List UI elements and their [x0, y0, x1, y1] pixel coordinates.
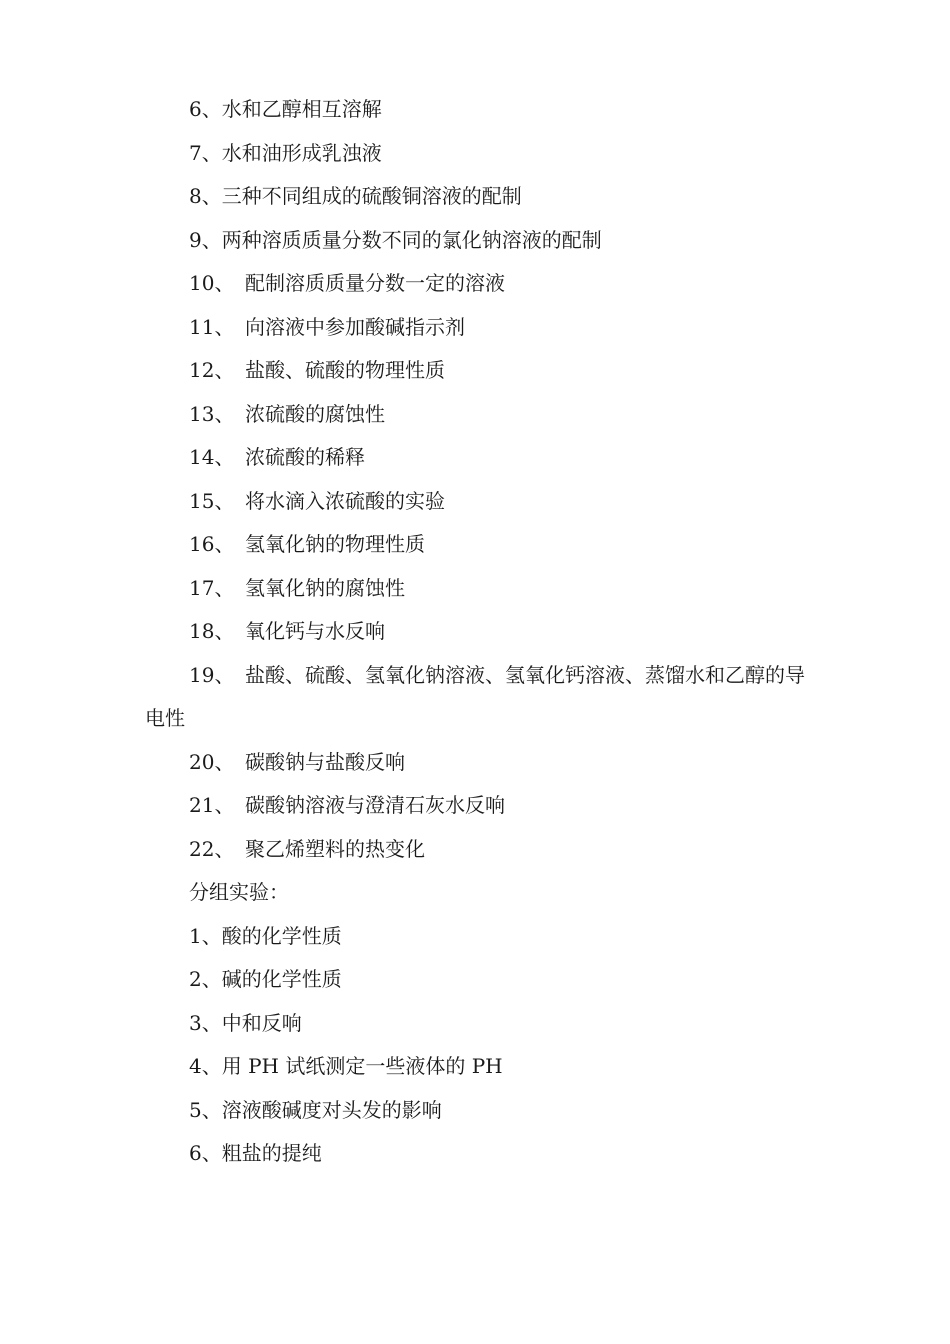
list-item [145, 132, 815, 176]
list-item [145, 219, 815, 263]
item-text: 碳酸钠溶液与澄清石灰水反响 [245, 793, 505, 817]
item-number: 9、 [189, 227, 222, 252]
list-item [145, 306, 815, 350]
item-text: 溶液酸碱度对头发的影响 [221, 1097, 442, 1122]
item-number: 10、 [189, 271, 235, 295]
item-text: 酸的化学性质 [221, 923, 342, 948]
list-item [145, 175, 815, 219]
item-text: 浓硫酸的稀释 [245, 445, 365, 469]
item-number: 13、 [189, 401, 235, 426]
item-text: 将水滴入浓硫酸的实验 [245, 488, 445, 513]
list-item [145, 741, 815, 785]
item-number: 7、 [189, 140, 222, 165]
item-text: 氢氧化钠的物理性质 [245, 532, 425, 556]
list-item [145, 1045, 815, 1089]
item-number: 4、 [189, 1054, 222, 1078]
item-text: 粗盐的提纯 [221, 1141, 322, 1165]
item-number: 5、 [189, 1097, 222, 1122]
list-item [145, 567, 815, 611]
list-item [145, 654, 815, 741]
list-item [145, 828, 815, 872]
item-number: 12、 [189, 358, 235, 382]
list-item [145, 262, 815, 306]
item-text: 聚乙烯塑料的热变化 [245, 836, 425, 861]
item-number: 6、 [189, 97, 222, 121]
list-item [145, 523, 815, 567]
item-text: 用 PH 试纸测定一些液体的 PH [221, 1054, 503, 1078]
list-item [145, 88, 815, 132]
list-item [145, 915, 815, 959]
item-text: 盐酸、硫酸的物理性质 [245, 358, 445, 382]
list-item [145, 610, 815, 654]
list-item [145, 393, 815, 437]
list-item [145, 1002, 815, 1046]
item-number: 11、 [189, 314, 235, 339]
item-text: 氢氧化钠的腐蚀性 [245, 575, 405, 600]
item-text: 中和反响 [221, 1010, 302, 1035]
item-number: 21、 [189, 793, 235, 817]
item-number: 6、 [189, 1141, 222, 1165]
item-number: 3、 [189, 1010, 222, 1035]
item-text: 碱的化学性质 [221, 967, 342, 991]
item-number: 22、 [189, 836, 235, 861]
list-item [145, 436, 815, 480]
item-text: 浓硫酸的腐蚀性 [245, 401, 385, 426]
item-text: 碳酸钠与盐酸反响 [245, 749, 405, 774]
item-text: 水和油形成乳浊液 [221, 140, 382, 165]
item-number: 1、 [189, 923, 222, 948]
item-text: 氧化钙与水反响 [245, 619, 385, 643]
list-item [145, 784, 815, 828]
item-number: 14、 [189, 445, 235, 469]
list-item [145, 480, 815, 524]
item-text: 水和乙醇相互溶解 [221, 97, 382, 121]
item-number: 15、 [189, 488, 235, 513]
item-text: 三种不同组成的硫酸铜溶液的配制 [221, 184, 522, 208]
content-block [145, 88, 815, 1176]
item-number: 16、 [189, 532, 235, 556]
item-number: 18、 [189, 619, 235, 643]
section-heading: 分组实验： [189, 880, 289, 904]
item-number: 20、 [189, 749, 235, 774]
item-text: 两种溶质质量分数不同的氯化钠溶液的配制 [221, 227, 602, 252]
list-item [145, 1089, 815, 1133]
item-number: 19、 [189, 662, 235, 687]
list-item [145, 958, 815, 1002]
item-number: 8、 [189, 184, 222, 208]
item-text: 盐酸、硫酸、氢氧化钠溶液、氢氧化钙溶液、蒸馏水和乙醇的导电性 [145, 662, 805, 730]
item-number: 17、 [189, 575, 235, 600]
item-number: 2、 [189, 967, 222, 991]
list-item [145, 1132, 815, 1176]
item-text: 向溶液中参加酸碱指示剂 [245, 314, 465, 339]
item-text: 配制溶质质量分数一定的溶液 [245, 271, 505, 295]
list-item [145, 349, 815, 393]
